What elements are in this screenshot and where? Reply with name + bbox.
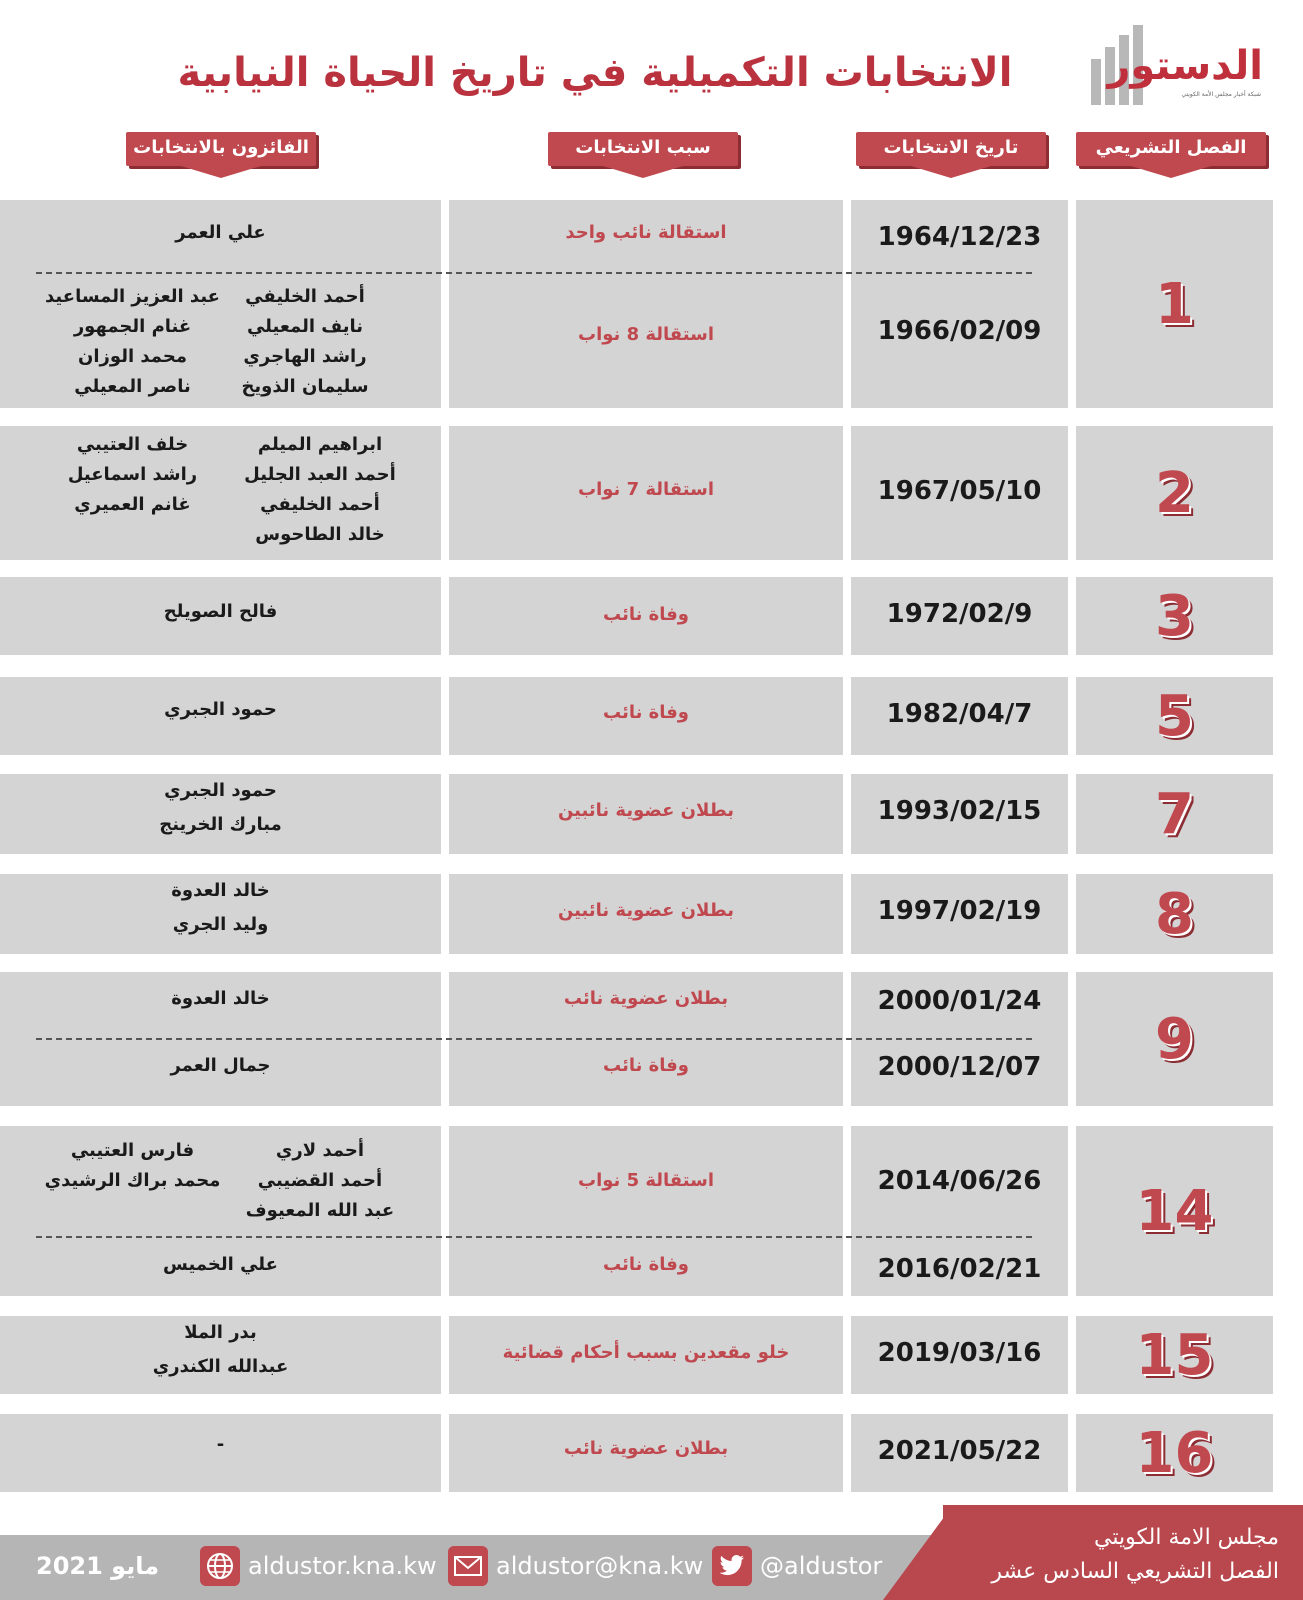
winner-name: فالح الصويلح [163, 601, 278, 622]
term-number: 9 [1155, 1006, 1194, 1072]
reason-cell [449, 774, 843, 854]
email-address[interactable]: aldustor@kna.kw [496, 1552, 704, 1580]
twitter-handle[interactable]: @aldustor [760, 1552, 883, 1580]
winners-column [30, 1136, 235, 1196]
reason-cell [449, 1414, 843, 1492]
election-date: 1972/02/9 [886, 599, 1033, 629]
term-number: 2 [1155, 460, 1194, 526]
winner-name: - [216, 1434, 225, 1455]
winners-cell [0, 426, 441, 560]
winner-name: راشد الهاجري [243, 346, 367, 367]
winners-column [215, 430, 425, 550]
logo-text: الدستور [1107, 43, 1263, 89]
election-date: 2000/01/24 [877, 986, 1042, 1016]
winner-name: خالد العدوة [171, 988, 270, 1009]
footer-org: مجلس الامة الكويتي [1094, 1525, 1279, 1550]
email-link[interactable] [448, 1546, 703, 1586]
table-row-term-8 [1076, 874, 1273, 954]
election-date: 1966/02/09 [877, 316, 1042, 346]
mail-icon [448, 1546, 488, 1586]
winners-cell [0, 1126, 441, 1296]
winner-name: عبدالله الكندري [152, 1356, 289, 1377]
term-number: 8 [1155, 881, 1194, 947]
header-date: تاريخ الانتخابات [856, 132, 1046, 166]
website-link[interactable] [200, 1546, 437, 1586]
logo [1083, 25, 1263, 105]
footer-term: الفصل التشريعي السادس عشر [991, 1559, 1279, 1584]
table-row-term-5 [1076, 677, 1273, 755]
election-date: 2016/02/21 [877, 1254, 1042, 1284]
election-date: 2021/05/22 [877, 1436, 1042, 1466]
table-row-term-2 [1076, 426, 1273, 560]
winner-name: مبارك الخرينج [159, 814, 282, 835]
winner-name: خالد العدوة [171, 880, 270, 901]
election-reason: بطلان عضوية نائب [563, 988, 729, 1009]
header-term: الفصل التشريعي [1076, 132, 1266, 166]
winner-name: علي العمر [175, 222, 266, 243]
winner-name: محمد الوزان [78, 346, 187, 367]
date-cell [851, 577, 1068, 655]
table-row-term-15 [1076, 1316, 1273, 1394]
election-reason: خلو مقعدين بسبب أحكام قضائية [502, 1342, 790, 1363]
election-reason: استقالة نائب واحد [565, 222, 727, 243]
winners-column [215, 1136, 425, 1226]
reason-cell [449, 874, 843, 954]
winner-name: غانم العميري [74, 494, 191, 515]
winner-name: أحمد القضيبي [257, 1170, 383, 1191]
winner-name: محمد براك الرشيدي [44, 1170, 221, 1191]
date-cell [851, 1316, 1068, 1394]
winner-name: وليد الجري [172, 914, 269, 935]
row-divider [36, 1236, 1032, 1238]
election-reason: وفاة نائب [603, 702, 689, 723]
date-cell [851, 1126, 1068, 1296]
term-number: 1 [1155, 271, 1194, 337]
election-date: 2014/06/26 [877, 1166, 1042, 1196]
row-divider [36, 1038, 1032, 1040]
twitter-link[interactable] [712, 1546, 882, 1586]
winner-name: ابراهيم الميلم [257, 434, 383, 455]
date-cell [851, 426, 1068, 560]
election-date: 1964/12/23 [877, 222, 1042, 252]
winner-name: أحمد الخليفي [245, 286, 365, 307]
winners-column [210, 282, 400, 402]
reason-cell [449, 577, 843, 655]
winners-cell [0, 200, 441, 408]
header-winners: الفائزون بالانتخابات [126, 132, 316, 166]
election-reason: استقالة 7 نواب [578, 479, 714, 500]
winners-cell [0, 677, 441, 755]
winners-cell [0, 774, 441, 854]
reason-cell [449, 200, 843, 408]
term-number: 15 [1135, 1322, 1214, 1388]
winner-name: راشد اسماعيل [67, 464, 198, 485]
election-reason: وفاة نائب [603, 1254, 689, 1275]
table-row-term-14 [1076, 1126, 1273, 1296]
winners-cell [0, 1414, 441, 1492]
winner-name: أحمد العبد الجليل [244, 464, 396, 485]
page-title: الانتخابات التكميلية في تاريخ الحياة النيابية [177, 50, 1013, 96]
election-reason: بطلان عضوية نائبين [557, 900, 735, 921]
table-row-term-7 [1076, 774, 1273, 854]
winner-name: غنام الجمهور [73, 316, 192, 337]
winners-column [45, 430, 220, 520]
reason-cell [449, 426, 843, 560]
row-divider [36, 272, 1032, 274]
term-number: 3 [1155, 583, 1194, 649]
term-number: 14 [1135, 1178, 1214, 1244]
website-url[interactable]: aldustor.kna.kw [248, 1552, 437, 1580]
election-date: 1982/04/7 [886, 699, 1033, 729]
election-date: 1993/02/15 [877, 796, 1042, 826]
winners-column [30, 282, 235, 402]
twitter-icon [712, 1546, 752, 1586]
date-cell [851, 1414, 1068, 1492]
winner-name: جمال العمر [170, 1055, 271, 1076]
election-date: 1997/02/19 [877, 896, 1042, 926]
table-row-term-3 [1076, 577, 1273, 655]
term-number: 16 [1135, 1420, 1214, 1486]
date-cell [851, 200, 1068, 408]
winner-name: أحمد الخليفي [260, 494, 380, 515]
reason-cell [449, 1126, 843, 1296]
date-cell [851, 874, 1068, 954]
winner-name: سليمان الذويخ [241, 376, 369, 397]
winner-name: بدر الملا [184, 1322, 257, 1343]
winner-name: خلف العتيبي [76, 434, 189, 455]
winners-cell [0, 1316, 441, 1394]
election-reason: استقالة 8 نواب [578, 324, 714, 345]
footer-org-block [943, 1505, 1303, 1600]
date-cell [851, 677, 1068, 755]
term-number: 5 [1155, 683, 1194, 749]
election-reason: بطلان عضوية نائبين [557, 800, 735, 821]
table-row-term-16 [1076, 1414, 1273, 1492]
footer-date: مايو 2021 [36, 1552, 160, 1580]
winner-name: علي الخميس [163, 1254, 278, 1275]
election-date: 2000/12/07 [877, 1052, 1042, 1082]
date-cell [851, 774, 1068, 854]
winners-cell [0, 577, 441, 655]
globe-icon [200, 1546, 240, 1586]
election-date: 1967/05/10 [877, 476, 1042, 506]
logo-tagline: شبكة أخبار مجلس الأمة الكويتي [1181, 91, 1261, 98]
winner-name: عبد الله المعيوف [245, 1200, 395, 1221]
election-reason: استقالة 5 نواب [578, 1170, 714, 1191]
election-date: 2019/03/16 [877, 1338, 1042, 1368]
election-reason: وفاة نائب [603, 604, 689, 625]
table-row-term-9 [1076, 972, 1273, 1106]
reason-cell [449, 677, 843, 755]
winner-name: ناصر المعيلي [74, 376, 191, 397]
winner-name: عبد العزيز المساعيد [45, 286, 220, 307]
header-reason: سبب الانتخابات [548, 132, 738, 166]
winner-name: حمود الجبري [164, 780, 277, 801]
winner-name: خالد الطاحوس [255, 524, 385, 545]
winner-name: نايف المعيلي [246, 316, 364, 337]
table-row-term-1 [1076, 200, 1273, 408]
reason-cell [449, 1316, 843, 1394]
winners-cell [0, 874, 441, 954]
term-number: 7 [1155, 781, 1194, 847]
winner-name: فارس العتيبي [70, 1140, 195, 1161]
winner-name: حمود الجبري [164, 699, 277, 720]
winner-name: أحمد لاري [275, 1140, 365, 1161]
election-reason: بطلان عضوية نائب [563, 1438, 729, 1459]
election-reason: وفاة نائب [603, 1055, 689, 1076]
